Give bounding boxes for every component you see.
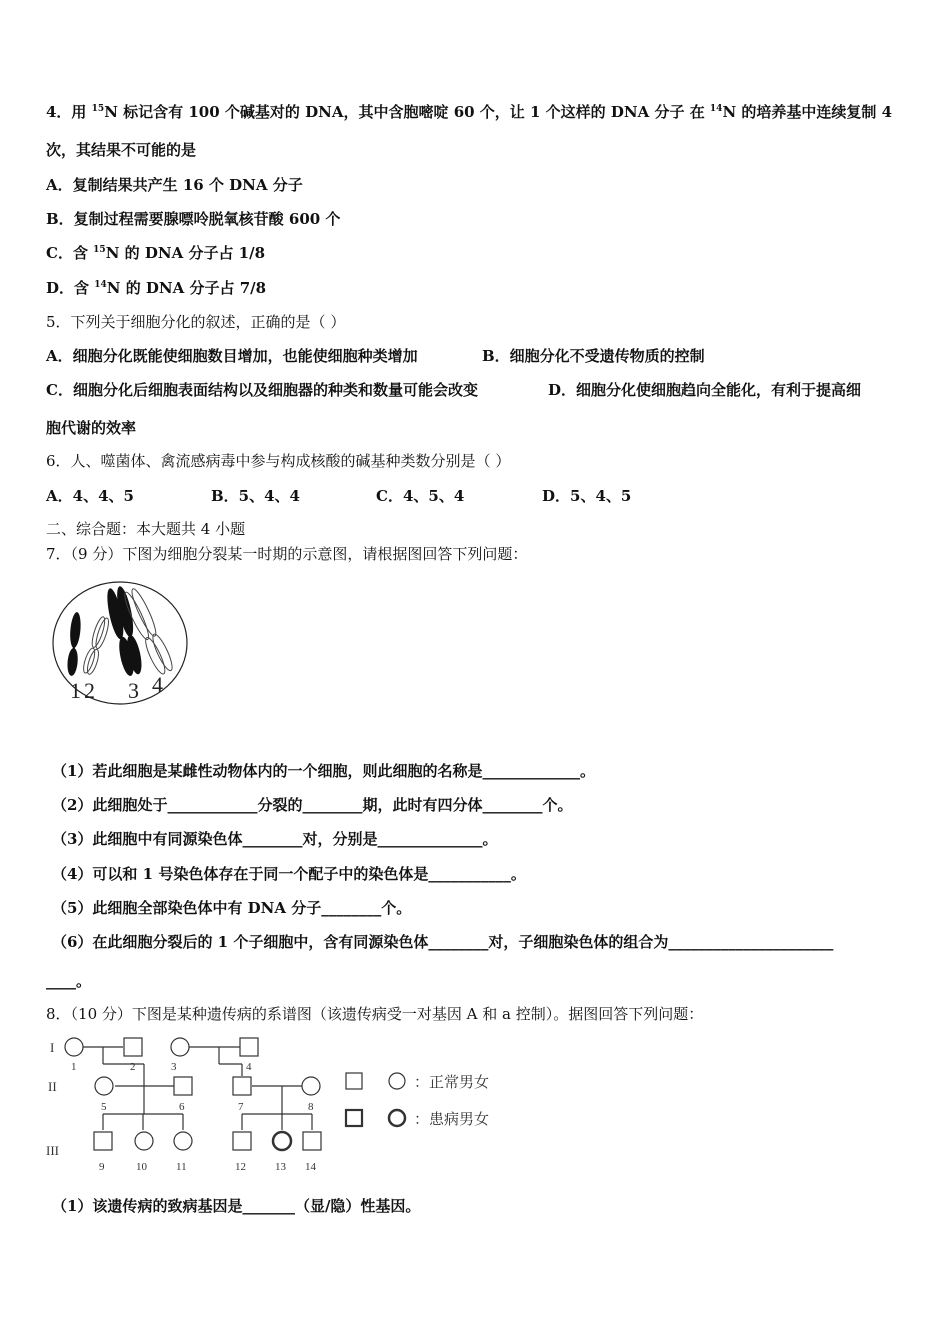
chromosome-label-2: 2	[84, 678, 95, 703]
q8-stem: 8．（10 分）下图是某种遗传病的系谱图（该遗传病受一对基因 A 和 a 控制）。据图回答下列问题：	[46, 1005, 704, 1023]
q7-stem: 7．（9 分）下图为细胞分裂某一时期的示意图，请根据图回答下列问题：	[46, 545, 528, 563]
chromosome-label-3: 3	[128, 678, 139, 703]
q4-line1: 4．用 $^{15}$N 标记含有 100 个碱基对的 DNA，其中含胞嘧啶 60 个，让 1 个这样的 DNA 分子 在 $^{14}$N 的培养基中连续复制 4	[46, 103, 893, 121]
individual-label-8: 8	[308, 1101, 314, 1113]
individual-7	[233, 1077, 251, 1095]
generation-label-2: II	[48, 1079, 57, 1094]
individual-label-14: 14	[305, 1161, 316, 1173]
individual-14	[303, 1132, 321, 1150]
individual-label-10: 10	[136, 1161, 147, 1173]
q5-option-c: C．细胞分化后细胞表面结构以及细胞器的种类和数量可能会改变	[46, 381, 478, 399]
q8-sub1: （1）该遗传病的致病基因是_______（显/隐）性基因。	[52, 1197, 421, 1215]
chromosome-2	[81, 616, 111, 676]
generation-label-3: III	[46, 1143, 59, 1158]
q4-option-a: A．复制结果共产生 16 个 DNA 分子	[46, 176, 303, 194]
legend-affected-male-icon	[346, 1110, 362, 1126]
q7-sub6-cont: ____。	[46, 972, 92, 990]
q5-stem: 5．下列关于细胞分化的叙述，正确的是（ ）	[46, 313, 346, 331]
q7-sub1: （1）若此细胞是某雌性动物体内的一个细胞，则此细胞的名称是_____________。	[52, 762, 595, 780]
pedigree-legend	[340, 1068, 520, 1138]
q4-option-d: D．含 $^{14}$N 的 DNA 分子占 7/8	[46, 279, 267, 297]
individual-label-13: 13	[275, 1161, 286, 1173]
individual-label-4: 4	[246, 1061, 252, 1073]
chromosome-label-4: 4	[152, 672, 163, 697]
q5-option-a: A．细胞分化既能使细胞数目增加，也能使细胞种类增加	[46, 347, 418, 365]
individual-label-11: 11	[176, 1161, 187, 1173]
q7-sub4: （4）可以和 1 号染色体存在于同一个配子中的染色体是___________。	[52, 865, 526, 883]
individual-4	[240, 1038, 258, 1056]
individual-5	[95, 1077, 113, 1095]
individual-label-7: 7	[238, 1101, 244, 1113]
individual-11	[174, 1132, 192, 1150]
cell-division-figure	[50, 580, 195, 710]
individual-label-6: 6	[179, 1101, 185, 1113]
q7-sub2: （2）此细胞处于____________分裂的________期，此时有四分体________个。	[52, 796, 573, 814]
individual-1	[65, 1038, 83, 1056]
individual-2	[124, 1038, 142, 1056]
q6-stem: 6．人、噬菌体、禽流感病毒中参与构成核酸的碱基种类数分别是（ ）	[46, 452, 511, 470]
q7-sub5: （5）此细胞全部染色体中有 DNA 分子________个。	[52, 899, 412, 917]
chromosome-label-1: 1	[70, 678, 81, 703]
individual-8	[302, 1077, 320, 1095]
legend-affected-label: ：患病男女	[414, 1110, 490, 1128]
individual-9	[94, 1132, 112, 1150]
individual-13	[273, 1132, 291, 1150]
legend-normal-label: ：正常男女	[414, 1073, 490, 1091]
individual-6	[174, 1077, 192, 1095]
legend-normal-female-icon	[389, 1073, 405, 1089]
q5-option-d: D．细胞分化使细胞趋向全能化，有利于提高细	[548, 381, 862, 399]
q5-option-d-cont: 胞代谢的效率	[46, 419, 137, 437]
individual-label-9: 9	[99, 1161, 105, 1173]
individual-12	[233, 1132, 251, 1150]
q6-option-b: B．5、4、4	[211, 487, 300, 505]
individual-label-2: 2	[130, 1061, 136, 1073]
generation-label-1: I	[50, 1040, 55, 1055]
q6-option-a: A．4、4、5	[46, 487, 134, 505]
chromosome-1	[66, 612, 82, 677]
individual-3	[171, 1038, 189, 1056]
q6-option-d: D．5、4、5	[542, 487, 632, 505]
chromosome-3	[104, 585, 144, 678]
q5-option-b: B．细胞分化不受遗传物质的控制	[482, 347, 705, 365]
q4-option-b: B．复制过程需要腺嘌呤脱氧核苷酸 600 个	[46, 210, 341, 228]
legend-affected-female-icon	[389, 1110, 405, 1126]
q7-sub3: （3）此细胞中有同源染色体________对，分别是______________。	[52, 830, 498, 848]
individual-label-5: 5	[101, 1101, 107, 1113]
individual-10	[135, 1132, 153, 1150]
legend-normal-male-icon	[346, 1073, 362, 1089]
individual-label-12: 12	[235, 1161, 246, 1173]
q4-line2: 次，其结果不可能的是	[46, 141, 197, 159]
pedigree-chart	[40, 1030, 340, 1175]
section-heading: 二、综合题：本大题共 4 小题	[46, 520, 246, 538]
individual-label-3: 3	[171, 1061, 177, 1073]
q6-option-c: C．4、5、4	[376, 487, 465, 505]
q4-option-c: C．含 $^{15}$N 的 DNA 分子占 1/8	[46, 244, 266, 262]
q7-sub6: （6）在此细胞分裂后的 1 个子细胞中，含有同源染色体________对，子细胞染色体的组合为______________________	[52, 933, 834, 951]
individual-label-1: 1	[71, 1061, 77, 1073]
